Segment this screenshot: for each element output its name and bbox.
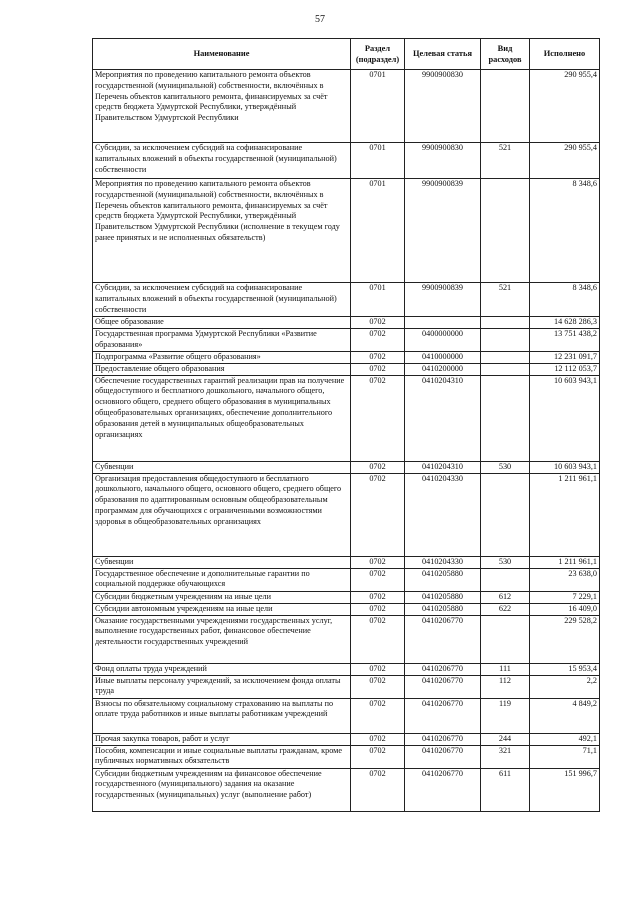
row-name: Субвенции: [93, 461, 351, 473]
row-target: 0410206770: [405, 698, 481, 733]
row-target: 9900900830: [405, 70, 481, 143]
row-expense-type: [481, 179, 530, 283]
row-expense-type: 119: [481, 698, 530, 733]
row-section: 0701: [351, 70, 405, 143]
row-name: Мероприятия по проведению капитального ремонта объектов государственной (муниципальной) собственности, включённых в Перечень объектов капитального ремонта, финансируемых за счёт средств бюджета Удмуртской Республики, утверждённый Правительством Удмуртской Республики: [93, 70, 351, 143]
row-amount: 10 603 943,1: [530, 375, 600, 461]
row-section: 0702: [351, 663, 405, 675]
row-section: 0702: [351, 556, 405, 568]
row-name: Оказание государственными учреждениями государственных услуг, выполнение государственных работ, финансовое обеспечение деятельности государственных учреждений: [93, 615, 351, 663]
row-amount: 151 996,7: [530, 768, 600, 811]
table-header-row: [93, 39, 600, 70]
row-name: Фонд оплаты труда учреждений: [93, 663, 351, 675]
row-name: Субсидии автономным учреждениям на иные цели: [93, 603, 351, 615]
table-row: [93, 768, 600, 811]
row-section: 0702: [351, 473, 405, 556]
row-name: Прочая закупка товаров, работ и услуг: [93, 733, 351, 745]
col-header-executed: Исполнено: [530, 39, 600, 70]
row-section: 0702: [351, 675, 405, 698]
row-expense-type: 321: [481, 745, 530, 768]
row-expense-type: [481, 329, 530, 352]
row-name: Общее образование: [93, 317, 351, 329]
row-name: Пособия, компенсации и иные социальные выплаты гражданам, кроме публичных нормативных обязательств: [93, 745, 351, 768]
row-target: 0410205880: [405, 603, 481, 615]
row-target: 0410204330: [405, 473, 481, 556]
row-name: Обеспечение государственных гарантий реализации прав на получение общедоступного и бесплатного дошкольного, начального общего, основного общего, среднего общего образования в муниципальных общеобразовательных организациях, обеспечение дополнительного образования детей в муниципальных общеобразовательных организациях: [93, 375, 351, 461]
row-target: 0410206770: [405, 768, 481, 811]
row-section: 0702: [351, 615, 405, 663]
row-target: 9900900839: [405, 283, 481, 317]
row-name: Предоставление общего образования: [93, 363, 351, 375]
row-section: 0701: [351, 179, 405, 283]
row-name: Подпрограмма «Развитие общего образования»: [93, 351, 351, 363]
row-target: 0410205880: [405, 591, 481, 603]
table-row: [93, 745, 600, 768]
row-section: 0702: [351, 461, 405, 473]
row-name: Мероприятия по проведению капитального ремонта объектов государственной (муниципальной) собственности, включённых в Перечень объектов капитального ремонта, финансируемых за счёт средств бюджета Удмуртской Республики, утверждённый Правительством Удмуртской Республики (исполнение в текущем году ранее принятых и не исполненных обязательств): [93, 179, 351, 283]
row-name: Иные выплаты персоналу учреждений, за исключением фонда оплаты труда: [93, 675, 351, 698]
row-expense-type: [481, 568, 530, 591]
row-amount: 12 231 091,7: [530, 351, 600, 363]
row-amount: 12 112 053,7: [530, 363, 600, 375]
table-row: [93, 675, 600, 698]
row-target: 0410206770: [405, 745, 481, 768]
table-row: [93, 363, 600, 375]
table-row: [93, 733, 600, 745]
row-amount: 4 849,2: [530, 698, 600, 733]
row-amount: 15 953,4: [530, 663, 600, 675]
row-expense-type: 521: [481, 283, 530, 317]
row-name: Субвенции: [93, 556, 351, 568]
col-header-section: Раздел (подраздел): [351, 39, 405, 70]
col-header-expense-type: Вид расходов: [481, 39, 530, 70]
row-name: Государственная программа Удмуртской Республики «Развитие образования»: [93, 329, 351, 352]
row-expense-type: [481, 363, 530, 375]
table-row: [93, 568, 600, 591]
row-amount: 2,2: [530, 675, 600, 698]
row-expense-type: 530: [481, 461, 530, 473]
row-target: 0410204310: [405, 461, 481, 473]
table-row: [93, 70, 600, 143]
row-section: 0702: [351, 329, 405, 352]
row-amount: 13 751 438,2: [530, 329, 600, 352]
row-target: 9900900839: [405, 179, 481, 283]
row-name: Субсидии бюджетным учреждениям на финансовое обеспечение государственного (муниципального) задания на оказание государственных (муниципальных) услуг (выполнение работ): [93, 768, 351, 811]
row-target: 0410206770: [405, 615, 481, 663]
row-target: 0410205880: [405, 568, 481, 591]
row-section: 0701: [351, 143, 405, 179]
row-amount: 14 628 286,3: [530, 317, 600, 329]
table-row: [93, 317, 600, 329]
row-expense-type: 530: [481, 556, 530, 568]
row-expense-type: [481, 70, 530, 143]
row-target: 0410206770: [405, 733, 481, 745]
row-target: 0410204330: [405, 556, 481, 568]
row-section: 0702: [351, 317, 405, 329]
row-amount: 10 603 943,1: [530, 461, 600, 473]
table-row: [93, 473, 600, 556]
row-expense-type: [481, 317, 530, 329]
row-section: 0702: [351, 363, 405, 375]
row-amount: 1 211 961,1: [530, 556, 600, 568]
row-amount: 71,1: [530, 745, 600, 768]
table-row: [93, 663, 600, 675]
table-row: [93, 591, 600, 603]
row-target: 9900900830: [405, 143, 481, 179]
row-expense-type: 521: [481, 143, 530, 179]
row-section: 0702: [351, 568, 405, 591]
row-section: 0702: [351, 698, 405, 733]
row-expense-type: 112: [481, 675, 530, 698]
table-body: [93, 70, 600, 812]
table-row: [93, 556, 600, 568]
row-name: Организация предоставления общедоступного и бесплатного дошкольного, начального общего, основного общего, среднего общего образования по адаптированным основным общеобразовательным программам для обучающихся с ограниченными возможностями здоровья в общеобразовательных организациях: [93, 473, 351, 556]
budget-table: [92, 38, 600, 812]
row-name: Государственное обеспечение и дополнительные гарантии по социальной поддержке обучающихся: [93, 568, 351, 591]
row-expense-type: [481, 351, 530, 363]
table-row: [93, 698, 600, 733]
table-row: [93, 143, 600, 179]
table-row: [93, 461, 600, 473]
row-amount: 290 955,4: [530, 143, 600, 179]
row-target: [405, 317, 481, 329]
table-row: [93, 329, 600, 352]
table-row: [93, 615, 600, 663]
row-amount: 7 229,1: [530, 591, 600, 603]
row-expense-type: 244: [481, 733, 530, 745]
row-section: 0702: [351, 375, 405, 461]
row-expense-type: [481, 473, 530, 556]
row-target: 0410206770: [405, 675, 481, 698]
row-name: Субсидии бюджетным учреждениям на иные цели: [93, 591, 351, 603]
row-name: Субсидии, за исключением субсидий на софинансирование капитальных вложений в объекты государственной (муниципальной) собственности: [93, 283, 351, 317]
col-header-target: Целевая статья: [405, 39, 481, 70]
col-header-name: Наименование: [93, 39, 351, 70]
row-expense-type: 622: [481, 603, 530, 615]
row-expense-type: [481, 615, 530, 663]
row-amount: 290 955,4: [530, 70, 600, 143]
row-amount: 229 528,2: [530, 615, 600, 663]
row-amount: 492,1: [530, 733, 600, 745]
row-section: 0702: [351, 768, 405, 811]
table-row: [93, 283, 600, 317]
table-row: [93, 375, 600, 461]
row-section: 0702: [351, 745, 405, 768]
row-target: 0410204310: [405, 375, 481, 461]
row-expense-type: 611: [481, 768, 530, 811]
row-expense-type: 111: [481, 663, 530, 675]
row-expense-type: [481, 375, 530, 461]
row-amount: 23 638,0: [530, 568, 600, 591]
table-row: [93, 179, 600, 283]
row-amount: 16 409,0: [530, 603, 600, 615]
row-expense-type: 612: [481, 591, 530, 603]
page-number: 57: [315, 14, 325, 25]
row-amount: 8 348,6: [530, 179, 600, 283]
row-section: 0702: [351, 351, 405, 363]
row-amount: 8 348,6: [530, 283, 600, 317]
row-section: 0702: [351, 733, 405, 745]
row-amount: 1 211 961,1: [530, 473, 600, 556]
row-name: Субсидии, за исключением субсидий на софинансирование капитальных вложений в объекты государственной (муниципальной) собственности: [93, 143, 351, 179]
row-target: 0400000000: [405, 329, 481, 352]
row-target: 0410000000: [405, 351, 481, 363]
row-section: 0701: [351, 283, 405, 317]
row-target: 0410206770: [405, 663, 481, 675]
table-row: [93, 351, 600, 363]
row-section: 0702: [351, 603, 405, 615]
row-section: 0702: [351, 591, 405, 603]
row-name: Взносы по обязательному социальному страхованию на выплаты по оплате труда работников и иные выплаты работникам учреждений: [93, 698, 351, 733]
table-row: [93, 603, 600, 615]
row-target: 0410200000: [405, 363, 481, 375]
